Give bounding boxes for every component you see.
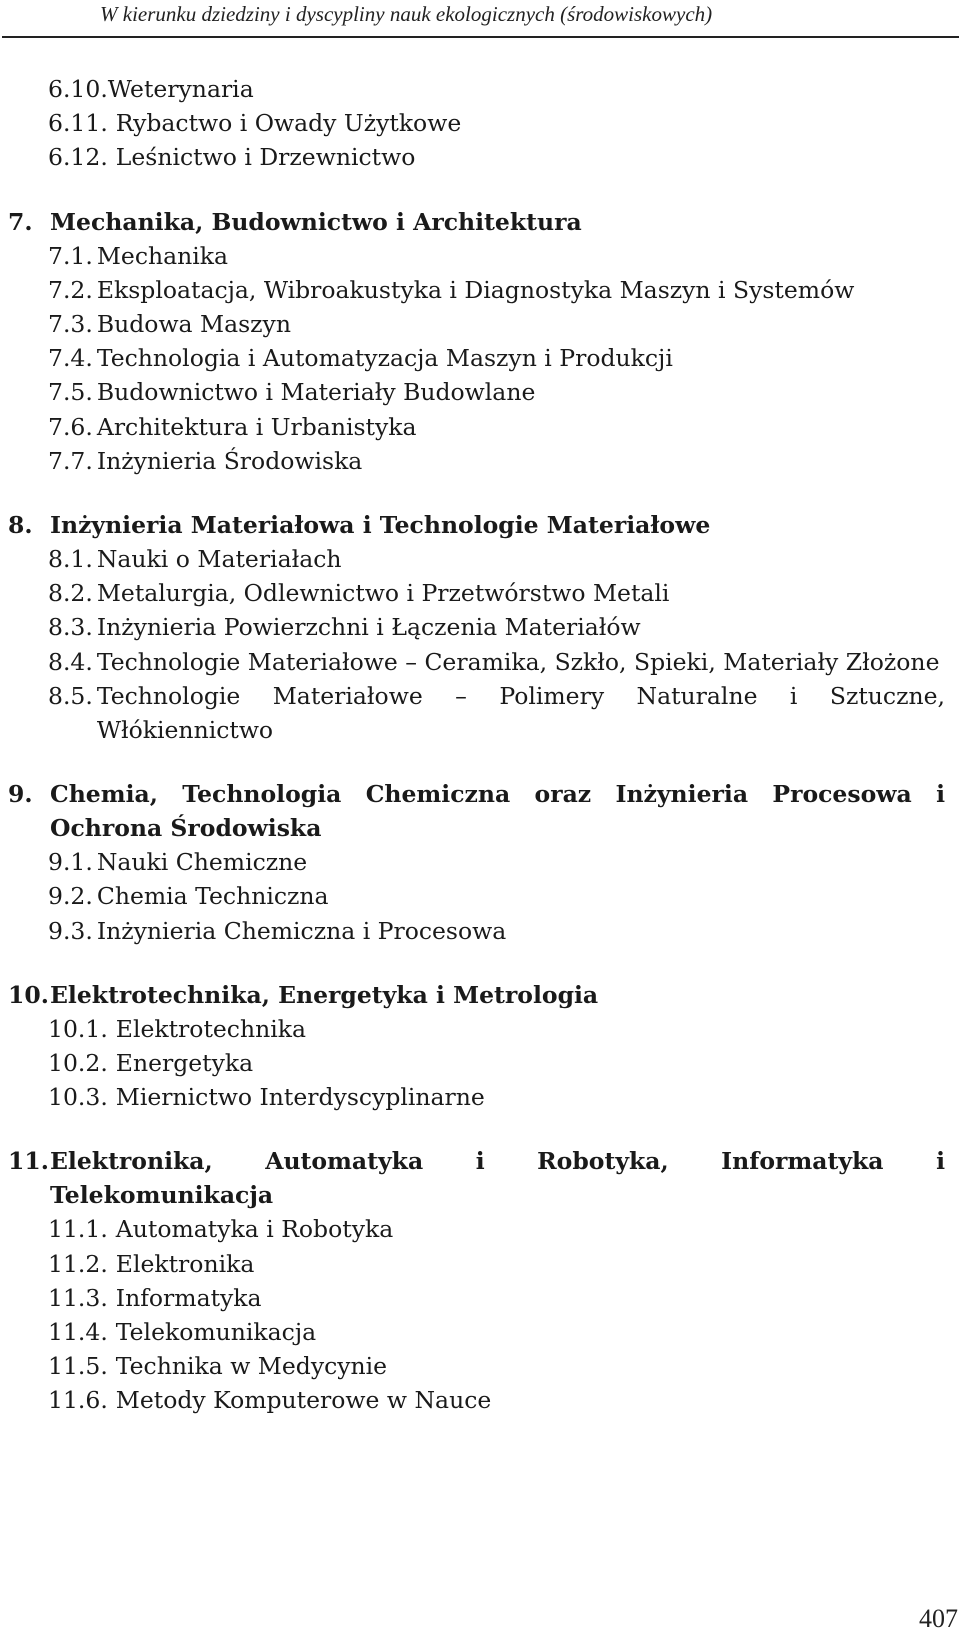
list-item bbox=[0, 845, 945, 879]
list-item bbox=[0, 410, 945, 444]
running-title: W kierunku dziedziny i dyscypliny nauk ekologicznych (środowiskowych) bbox=[100, 2, 713, 26]
section-number: 8. bbox=[8, 511, 33, 540]
item-number: 7.6. bbox=[48, 412, 93, 441]
item-label: Technologie Materiałowe – Ceramika, Szkło, Spieki, Materiały Złożone bbox=[96, 647, 940, 676]
section-number: 11. bbox=[8, 1147, 49, 1176]
running-header bbox=[0, 0, 960, 40]
item-number: 6.10. bbox=[48, 75, 108, 103]
item-label: Elektronika bbox=[115, 1249, 255, 1278]
item-label: Leśnictwo i Drzewnictwo bbox=[115, 143, 416, 172]
item-label: Elektrotechnika bbox=[115, 1014, 306, 1043]
item-label: Weterynaria bbox=[107, 75, 254, 103]
list-item bbox=[0, 1212, 945, 1246]
list-item bbox=[0, 307, 945, 341]
list-item bbox=[0, 1247, 945, 1281]
item-label: Technika w Medycynie bbox=[115, 1352, 388, 1381]
item-label: Inżynieria Chemiczna i Procesowa bbox=[96, 916, 507, 945]
item-number: 7.2. bbox=[48, 275, 93, 304]
list-item bbox=[0, 273, 945, 307]
item-number: 8.5. bbox=[48, 681, 93, 710]
item-number: 7.7. bbox=[48, 446, 93, 475]
item-number: 11.6. bbox=[48, 1386, 108, 1415]
item-label: Telekomunikacja bbox=[115, 1318, 317, 1347]
item-label: Nauki o Materiałach bbox=[96, 545, 342, 574]
item-label: Technologie Materiałowe – Polimery Naturalne i Sztuczne, Włókiennictwo bbox=[96, 681, 945, 745]
list-item bbox=[0, 1383, 945, 1417]
section-heading bbox=[0, 777, 945, 845]
item-label: Miernictwo Interdyscyplinarne bbox=[115, 1083, 485, 1112]
item-label: Rybactwo i Owady Użytkowe bbox=[115, 109, 462, 138]
item-label: Chemia Techniczna bbox=[96, 882, 329, 911]
list-item bbox=[0, 444, 945, 478]
item-label: Informatyka bbox=[115, 1283, 262, 1312]
item-label: Mechanika bbox=[96, 241, 229, 270]
item-number: 8.4. bbox=[48, 647, 93, 676]
section-title: Elektronika, Automatyka i Robotyka, Informatyka i Telekomunikacja bbox=[50, 1147, 945, 1210]
item-label: Budowa Maszyn bbox=[96, 310, 291, 339]
list-item bbox=[0, 106, 945, 140]
section-11 bbox=[0, 1144, 960, 1417]
list-item bbox=[0, 610, 945, 644]
item-number: 6.11. bbox=[48, 109, 108, 138]
list-item bbox=[0, 1315, 945, 1349]
item-number: 10.2. bbox=[48, 1049, 108, 1078]
item-number: 7.3. bbox=[48, 310, 93, 339]
list-item bbox=[0, 576, 945, 610]
item-number: 8.3. bbox=[48, 613, 93, 642]
section-number: 10. bbox=[8, 980, 49, 1009]
item-number: 11.5. bbox=[48, 1352, 108, 1381]
item-number: 9.3. bbox=[48, 916, 93, 945]
list-item bbox=[0, 140, 945, 174]
item-number: 7.4. bbox=[48, 344, 93, 373]
item-label: Nauki Chemiczne bbox=[96, 848, 308, 877]
item-number: 11.3. bbox=[48, 1283, 108, 1312]
section-heading bbox=[0, 205, 945, 239]
item-label: Metody Komputerowe w Nauce bbox=[115, 1386, 492, 1415]
list-item bbox=[0, 239, 945, 273]
item-number: 11.4. bbox=[48, 1318, 108, 1347]
item-label: Automatyka i Robotyka bbox=[115, 1215, 394, 1244]
lead-items-group bbox=[0, 72, 960, 175]
item-label: Inżynieria Powierzchni i Łączenia Materiałów bbox=[96, 613, 641, 642]
list-item bbox=[0, 914, 945, 948]
item-label: Architektura i Urbanistyka bbox=[96, 412, 417, 441]
item-label: Energetyka bbox=[115, 1049, 254, 1078]
list-item bbox=[0, 1046, 945, 1080]
section-number: 7. bbox=[8, 207, 33, 236]
list-item bbox=[0, 375, 945, 409]
section-title: Elektrotechnika, Energetyka i Metrologia bbox=[50, 980, 599, 1009]
item-label: Metalurgia, Odlewnictwo i Przetwórstwo Metali bbox=[96, 579, 670, 608]
section-title: Inżynieria Materiałowa i Technologie Materiałowe bbox=[50, 511, 711, 540]
header-rule bbox=[2, 36, 959, 38]
item-number: 9.1. bbox=[48, 848, 93, 877]
section-9 bbox=[0, 777, 960, 948]
item-label: Eksploatacja, Wibroakustyka i Diagnostyka Maszyn i Systemów bbox=[96, 275, 855, 304]
list-item bbox=[0, 341, 945, 375]
section-7 bbox=[0, 205, 960, 478]
section-number: 9. bbox=[8, 780, 33, 809]
list-item bbox=[0, 1012, 945, 1046]
item-number: 8.2. bbox=[48, 579, 93, 608]
section-8 bbox=[0, 508, 960, 747]
list-item bbox=[0, 72, 945, 106]
list-item bbox=[0, 1349, 945, 1383]
item-label: Inżynieria Środowiska bbox=[96, 446, 363, 475]
item-number: 10.3. bbox=[48, 1083, 108, 1112]
item-number: 8.1. bbox=[48, 545, 93, 574]
list-item bbox=[0, 645, 945, 679]
item-number: 6.12. bbox=[48, 143, 108, 172]
item-label: Budownictwo i Materiały Budowlane bbox=[96, 378, 536, 407]
section-heading bbox=[0, 978, 945, 1012]
section-10 bbox=[0, 978, 960, 1115]
section-title: Chemia, Technologia Chemiczna oraz Inżynieria Procesowa i Ochrona Środowiska bbox=[50, 780, 945, 843]
item-number: 7.1. bbox=[48, 241, 93, 270]
item-label: Technologia i Automatyzacja Maszyn i Produkcji bbox=[96, 344, 673, 373]
section-heading bbox=[0, 1144, 945, 1212]
item-number: 7.5. bbox=[48, 378, 93, 407]
item-number: 10.1. bbox=[48, 1014, 108, 1043]
page-content bbox=[0, 72, 960, 1448]
list-item bbox=[0, 1281, 945, 1315]
list-item bbox=[0, 679, 945, 747]
list-item bbox=[0, 879, 945, 913]
list-item bbox=[0, 542, 945, 576]
page-number: 407 bbox=[919, 1604, 958, 1633]
list-item bbox=[0, 1080, 945, 1114]
item-number: 11.1. bbox=[48, 1215, 108, 1244]
item-number: 9.2. bbox=[48, 882, 93, 911]
section-heading bbox=[0, 508, 945, 542]
section-title: Mechanika, Budownictwo i Architektura bbox=[50, 207, 582, 236]
item-number: 11.2. bbox=[48, 1249, 108, 1278]
